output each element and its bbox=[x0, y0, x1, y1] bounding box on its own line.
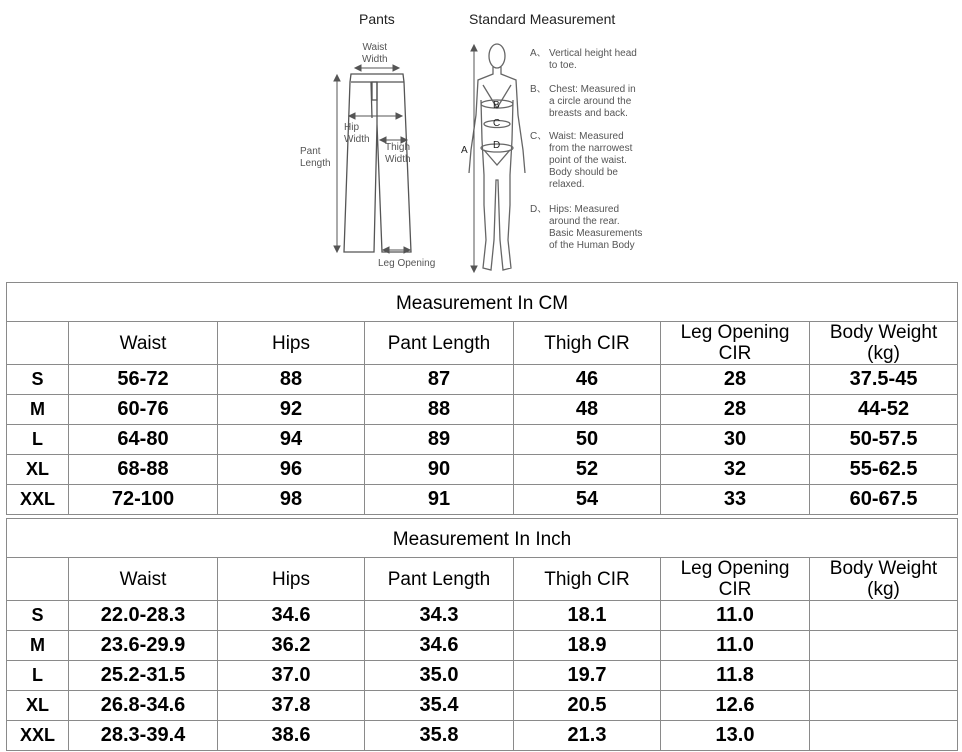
header-body-weight: Body Weight (kg) bbox=[810, 322, 958, 365]
note-c-letter: C、 bbox=[530, 131, 548, 142]
leg-opening-cell: 11.8 bbox=[661, 661, 810, 691]
hips-cell: 96 bbox=[218, 455, 365, 485]
table-row bbox=[7, 395, 958, 425]
note-b-letter: B、 bbox=[530, 84, 547, 95]
thigh-cir-cell: 46 bbox=[514, 365, 661, 395]
body-weight-cell: 50-57.5 bbox=[810, 425, 958, 455]
table-title-row bbox=[7, 519, 958, 558]
thigh-cir-cell: 54 bbox=[514, 485, 661, 515]
pant-length-cell: 35.8 bbox=[365, 721, 514, 751]
header-row bbox=[7, 558, 958, 601]
table-title-row bbox=[7, 283, 958, 322]
waist-cell: 56-72 bbox=[69, 365, 218, 395]
waist-cell: 60-76 bbox=[69, 395, 218, 425]
size-cell: L bbox=[7, 661, 69, 691]
table-row bbox=[7, 455, 958, 485]
body-weight-cell: 44-52 bbox=[810, 395, 958, 425]
thigh-width-label: Thigh Width bbox=[385, 142, 411, 165]
body-letter-d: D bbox=[493, 140, 501, 151]
hips-cell: 92 bbox=[218, 395, 365, 425]
note-d-letter: D、 bbox=[530, 204, 548, 215]
table-row bbox=[7, 631, 958, 661]
note-a-letter: A、 bbox=[530, 48, 547, 59]
body-letter-a: A bbox=[461, 145, 468, 156]
body-letter-b: B bbox=[493, 100, 500, 111]
pant-length-cell: 87 bbox=[365, 365, 514, 395]
pants-heading: Pants bbox=[359, 11, 395, 27]
pant-length-cell: 91 bbox=[365, 485, 514, 515]
size-cell: L bbox=[7, 425, 69, 455]
pant-length-cell: 88 bbox=[365, 395, 514, 425]
hip-width-label: Hip Width bbox=[344, 122, 370, 145]
body-weight-cell bbox=[810, 721, 958, 751]
leg-opening-cell: 28 bbox=[661, 395, 810, 425]
pant-length-cell: 90 bbox=[365, 455, 514, 485]
leg-opening-cell: 30 bbox=[661, 425, 810, 455]
leg-opening-cell: 12.6 bbox=[661, 691, 810, 721]
hips-cell: 36.2 bbox=[218, 631, 365, 661]
note-b-text: Chest: Measured in a circle around the breasts and back. bbox=[549, 84, 636, 119]
note-a-text: Vertical height head to toe. bbox=[549, 48, 637, 71]
table-row bbox=[7, 601, 958, 631]
pant-length-cell: 35.4 bbox=[365, 691, 514, 721]
size-table-cm bbox=[6, 282, 958, 515]
thigh-cir-cell: 50 bbox=[514, 425, 661, 455]
diagram-drawing bbox=[0, 0, 962, 278]
table-row bbox=[7, 721, 958, 751]
size-cell: S bbox=[7, 365, 69, 395]
waist-cell: 72-100 bbox=[69, 485, 218, 515]
pant-length-cell: 34.3 bbox=[365, 601, 514, 631]
size-cell: M bbox=[7, 631, 69, 661]
header-size bbox=[7, 558, 69, 601]
pant-length-cell: 35.0 bbox=[365, 661, 514, 691]
standard-measurement-heading: Standard Measurement bbox=[469, 11, 616, 27]
body-weight-cell: 60-67.5 bbox=[810, 485, 958, 515]
height-arrow bbox=[471, 45, 477, 272]
body-weight-cell: 55-62.5 bbox=[810, 455, 958, 485]
hips-cell: 98 bbox=[218, 485, 365, 515]
table-row bbox=[7, 425, 958, 455]
hips-cell: 34.6 bbox=[218, 601, 365, 631]
header-row bbox=[7, 322, 958, 365]
size-cell: XXL bbox=[7, 485, 69, 515]
header-waist: Waist bbox=[69, 322, 218, 365]
note-d-text: Hips: Measured around the rear. Basic Measurements of the Human Body bbox=[549, 204, 643, 251]
table-row bbox=[7, 661, 958, 691]
thigh-cir-cell: 19.7 bbox=[514, 661, 661, 691]
waist-cell: 28.3-39.4 bbox=[69, 721, 218, 751]
hips-cell: 94 bbox=[218, 425, 365, 455]
header-leg-opening-cir: Leg Opening CIR bbox=[661, 558, 810, 601]
leg-opening-cell: 28 bbox=[661, 365, 810, 395]
size-cell: XL bbox=[7, 455, 69, 485]
thigh-cir-cell: 20.5 bbox=[514, 691, 661, 721]
body-letter-c: C bbox=[493, 118, 501, 129]
waist-cell: 23.6-29.9 bbox=[69, 631, 218, 661]
header-hips: Hips bbox=[218, 322, 365, 365]
thigh-cir-cell: 48 bbox=[514, 395, 661, 425]
pant-length-cell: 34.6 bbox=[365, 631, 514, 661]
leg-opening-cell: 32 bbox=[661, 455, 810, 485]
body-illustration bbox=[469, 44, 525, 270]
table-title-cm: Measurement In CM bbox=[7, 283, 958, 322]
waist-cell: 22.0-28.3 bbox=[69, 601, 218, 631]
size-cell: XL bbox=[7, 691, 69, 721]
note-c-text: Waist: Measured from the narrowest point of the waist. Body should be relaxed. bbox=[549, 131, 633, 190]
body-weight-cell bbox=[810, 601, 958, 631]
waist-cell: 25.2-31.5 bbox=[69, 661, 218, 691]
size-table-inch bbox=[6, 518, 958, 751]
header-body-weight: Body Weight (kg) bbox=[810, 558, 958, 601]
table-row bbox=[7, 485, 958, 515]
leg-opening-cell: 13.0 bbox=[661, 721, 810, 751]
header-size bbox=[7, 322, 69, 365]
leg-opening-cell: 11.0 bbox=[661, 631, 810, 661]
leg-opening-cell: 33 bbox=[661, 485, 810, 515]
header-thigh-cir: Thigh CIR bbox=[514, 322, 661, 365]
size-cell: XXL bbox=[7, 721, 69, 751]
thigh-cir-cell: 21.3 bbox=[514, 721, 661, 751]
waist-cell: 26.8-34.6 bbox=[69, 691, 218, 721]
size-cell: S bbox=[7, 601, 69, 631]
body-weight-cell bbox=[810, 691, 958, 721]
pant-length-label: Pant Length bbox=[300, 146, 331, 169]
leg-opening-cell: 11.0 bbox=[661, 601, 810, 631]
hips-cell: 37.0 bbox=[218, 661, 365, 691]
header-waist: Waist bbox=[69, 558, 218, 601]
header-pant-length: Pant Length bbox=[365, 558, 514, 601]
thigh-cir-cell: 18.1 bbox=[514, 601, 661, 631]
table-title-inch: Measurement In Inch bbox=[7, 519, 958, 558]
hips-cell: 37.8 bbox=[218, 691, 365, 721]
table-row bbox=[7, 691, 958, 721]
body-weight-cell: 37.5-45 bbox=[810, 365, 958, 395]
table-row bbox=[7, 365, 958, 395]
header-hips: Hips bbox=[218, 558, 365, 601]
waist-width-label: Waist Width bbox=[362, 42, 388, 65]
thigh-cir-cell: 18.9 bbox=[514, 631, 661, 661]
waist-cell: 68-88 bbox=[69, 455, 218, 485]
hips-cell: 88 bbox=[218, 365, 365, 395]
size-cell: M bbox=[7, 395, 69, 425]
header-thigh-cir: Thigh CIR bbox=[514, 558, 661, 601]
measurement-diagram bbox=[0, 0, 962, 278]
waist-cell: 64-80 bbox=[69, 425, 218, 455]
body-weight-cell bbox=[810, 631, 958, 661]
thigh-cir-cell: 52 bbox=[514, 455, 661, 485]
pant-length-cell: 89 bbox=[365, 425, 514, 455]
leg-opening-label: Leg Opening bbox=[378, 258, 436, 269]
header-pant-length: Pant Length bbox=[365, 322, 514, 365]
hips-cell: 38.6 bbox=[218, 721, 365, 751]
body-weight-cell bbox=[810, 661, 958, 691]
header-leg-opening-cir: Leg Opening CIR bbox=[661, 322, 810, 365]
